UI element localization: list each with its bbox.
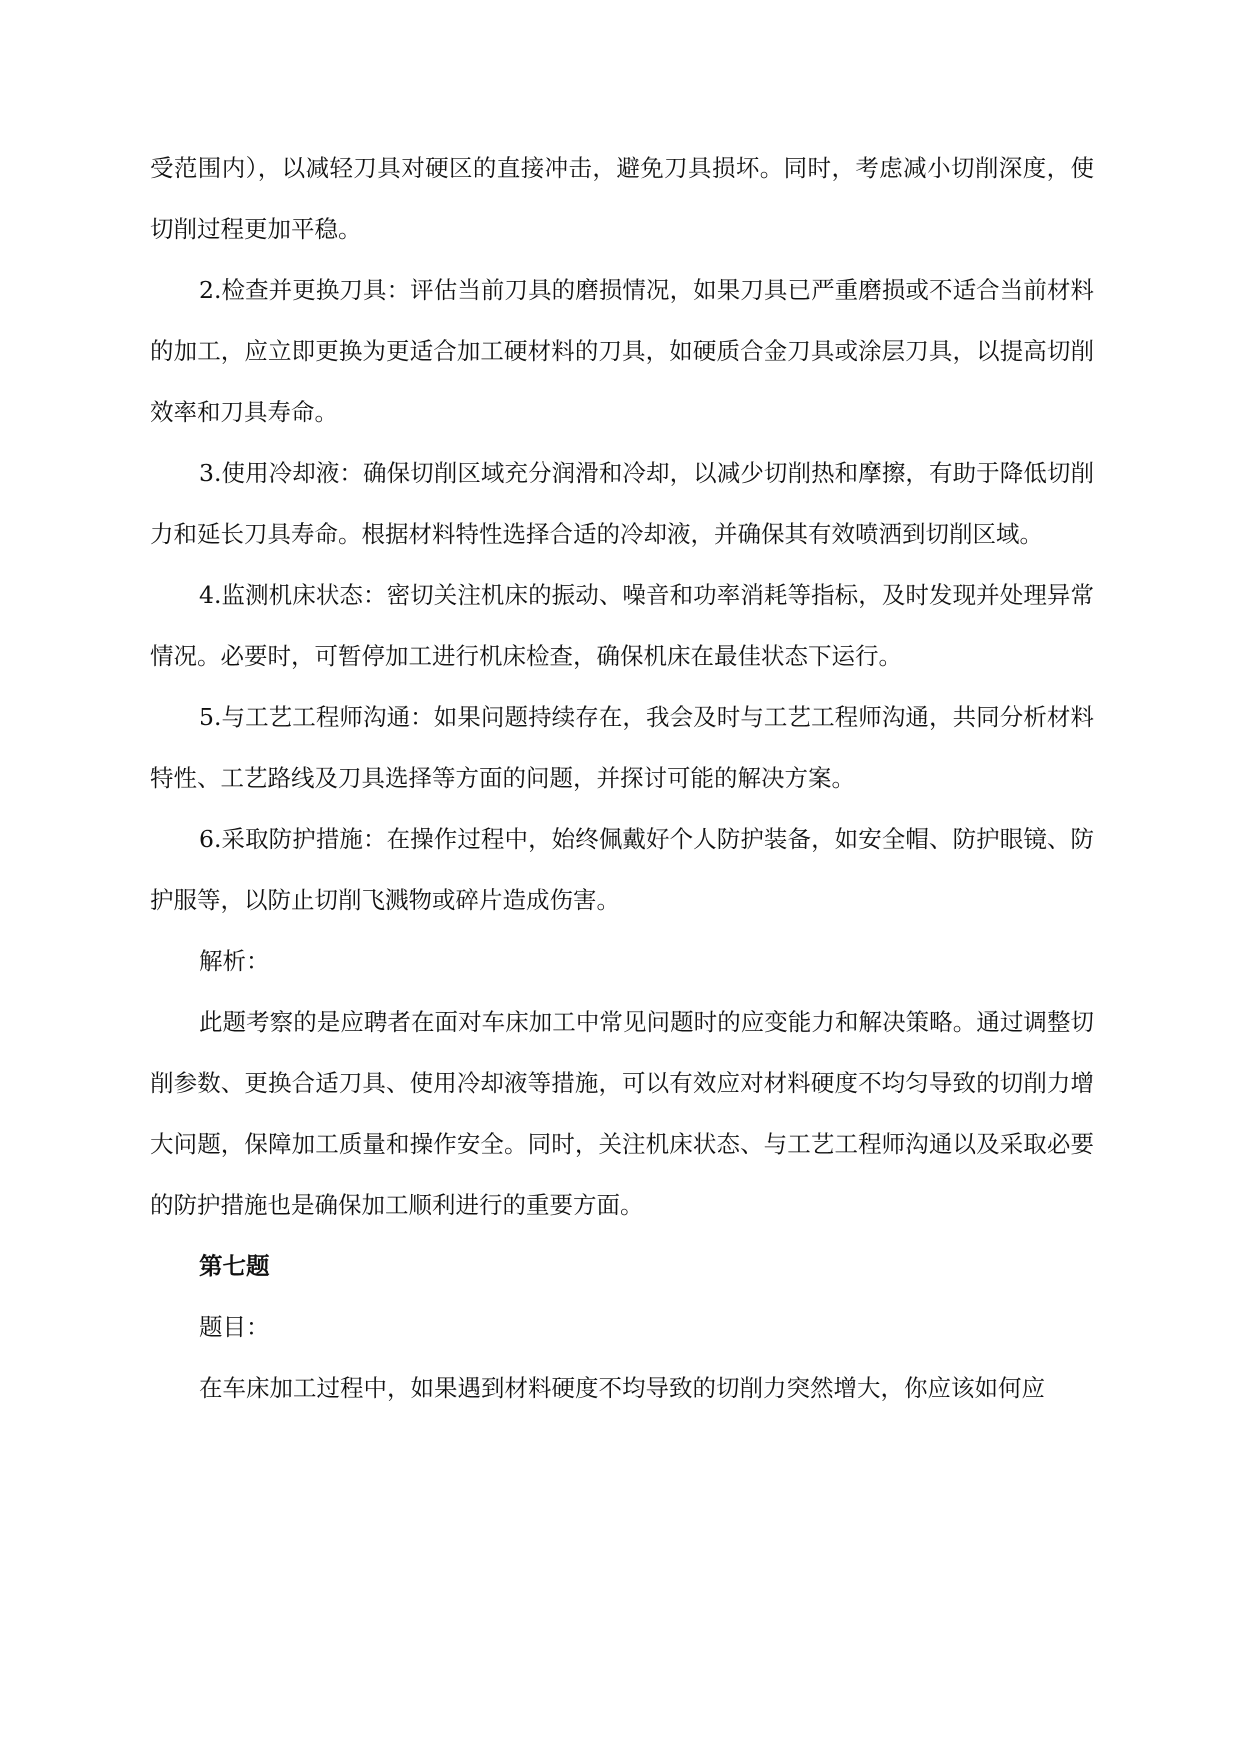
paragraph-step-5: 5.与工艺工程师沟通：如果问题持续存在，我会及时与工艺工程师沟通，共同分析材料特性、工艺路线及刀具选择等方面的问题，并探讨可能的解决方案。 [150,703,1094,792]
paragraph-step-4: 4.监测机床状态：密切关注机床的振动、噪音和功率消耗等指标，及时发现并处理异常情况。必要时，可暂停加工进行机床检查，确保机床在最佳状态下运行。 [150,581,1094,670]
document-page [150,138,1094,1419]
paragraph-step-2: 2.检查并更换刀具：评估当前刀具的磨损情况，如果刀具已严重磨损或不适合当前材料的加工，应立即更换为更适合加工硬材料的刀具，如硬质合金刀具或涂层刀具，以提高切削效率和刀具寿命。 [150,276,1094,426]
question-label: 题目： [199,1313,270,1341]
paragraph-step-6: 6.采取防护措施：在操作过程中，始终佩戴好个人防护装备，如安全帽、防护眼镜、防护服等，以防止切削飞溅物或碎片造成伤害。 [150,825,1094,914]
question-heading: 第七题 [199,1252,270,1280]
analysis-label: 解析： [199,947,270,975]
analysis-text: 此题考察的是应聘者在面对车床加工中常见问题时的应变能力和解决策略。通过调整切削参数、更换合适刀具、使用冷却液等措施，可以有效应对材料硬度不均匀导致的切削力增大问题，保障加工质量和操作安全。同时，关注机床状态、与工艺工程师沟通以及采取必要的防护措施也是确保加工顺利进行的重要方面。 [150,1008,1094,1219]
question-text: 在车床加工过程中，如果遇到材料硬度不均导致的切削力突然增大，你应该如何应 [199,1374,1045,1402]
paragraph-continuation: 受范围内），以减轻刀具对硬区的直接冲击，避免刀具损坏。同时，考虑减小切削深度，使切削过程更加平稳。 [150,154,1094,243]
paragraph-step-3: 3.使用冷却液：确保切削区域充分润滑和冷却，以减少切削热和摩擦，有助于降低切削力和延长刀具寿命。根据材料特性选择合适的冷却液，并确保其有效喷洒到切削区域。 [150,459,1094,548]
